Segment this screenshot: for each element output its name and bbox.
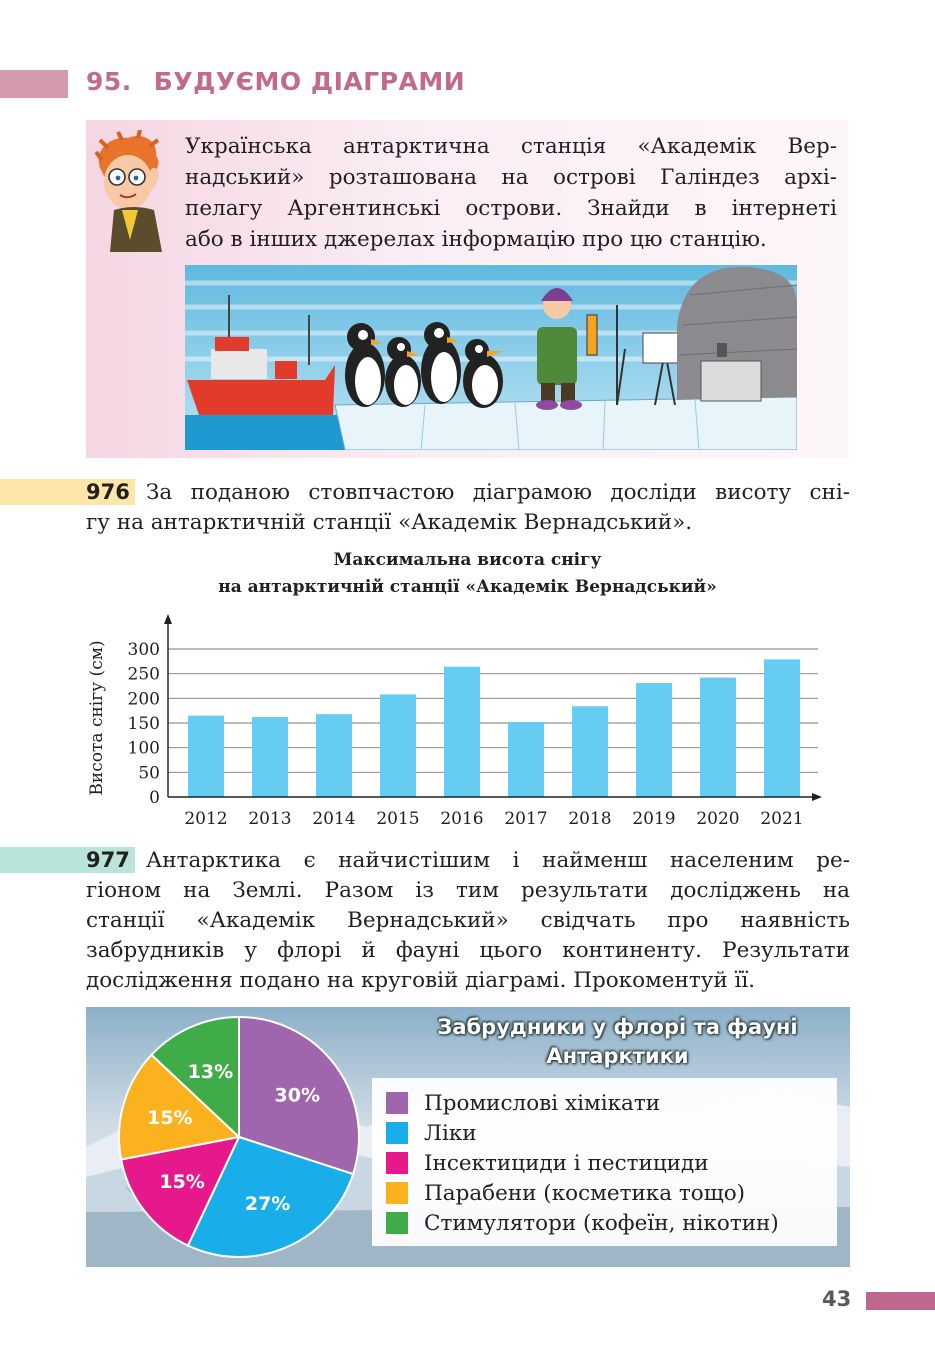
legend-swatch — [386, 1122, 408, 1144]
intro-line: Українська антарктична станція «Академік Вер- — [185, 134, 837, 159]
task-977-line: забрудників у флорі й фауні цього континенту. Результати — [86, 938, 850, 963]
y-tick-label: 50 — [138, 763, 160, 784]
bar-2019 — [636, 683, 672, 797]
footer-marker — [866, 1292, 935, 1310]
task-976-number: 976 — [86, 480, 130, 504]
legend-item — [386, 1118, 477, 1148]
bar-2012 — [188, 716, 224, 797]
x-tick-label: 2015 — [376, 809, 420, 829]
task-976-line — [86, 478, 850, 508]
y-tick-label: 300 — [127, 640, 160, 660]
y-tick-label: 200 — [127, 689, 160, 710]
pie-value-label: 13% — [187, 1060, 234, 1083]
legend-label: Промислові хімікати — [424, 1090, 661, 1116]
task-977-number: 977 — [86, 848, 130, 872]
task-977-line: дослідження подано на круговій діаграмі. Прокоментуй її. — [86, 968, 756, 993]
y-axis-label: Висота снігу (см) — [87, 640, 107, 796]
task-976-text — [86, 478, 850, 538]
bar-2016 — [444, 667, 480, 797]
bar-2020 — [700, 678, 736, 797]
pollutants-pie-chart — [115, 1013, 363, 1261]
bar-chart-title — [100, 547, 835, 601]
pie-value-label: 30% — [274, 1084, 320, 1107]
legend-label: Парабени (косметика тощо) — [424, 1180, 746, 1206]
legend-item — [386, 1178, 745, 1208]
intro-line: пелагу Аргентинські острови. Знайди в інтернеті — [185, 196, 837, 221]
bar-2014 — [316, 714, 352, 797]
x-tick-label: 2014 — [312, 809, 356, 829]
x-tick-label: 2020 — [696, 809, 740, 829]
bar-2015 — [380, 694, 416, 797]
section-number: 95. — [86, 67, 132, 96]
y-tick-label: 0 — [149, 788, 160, 808]
pie-chart-legend — [372, 1078, 837, 1246]
legend-label: Ліки — [424, 1120, 477, 1146]
task-976-line: гу на антарктичній станції «Академік Вернадський». — [86, 510, 693, 535]
bar-chart-title-line: Максимальна висота снігу — [333, 550, 602, 570]
pie-chart-title-line: Антарктики — [546, 1044, 689, 1068]
y-tick-label: 100 — [127, 738, 160, 759]
x-tick-label: 2012 — [184, 809, 228, 829]
bar-2013 — [252, 717, 288, 797]
page-number: 43 — [822, 1287, 852, 1311]
bar-2018 — [572, 706, 608, 797]
legend-item — [386, 1208, 779, 1238]
intro-line: надський» розташована на острові Галіндез архі- — [185, 165, 837, 190]
snow-height-bar-chart — [80, 608, 840, 838]
section-marker — [0, 70, 68, 98]
task-977-line — [86, 846, 850, 876]
task-977-text — [86, 846, 850, 996]
legend-item — [386, 1088, 660, 1118]
y-tick-label: 250 — [127, 664, 160, 685]
legend-label: Стимулятори (кофеїн, нікотин) — [424, 1210, 779, 1236]
intro-paragraph — [185, 131, 837, 255]
x-tick-label: 2013 — [248, 809, 292, 829]
section-heading: БУДУЄМО ДІАГРАМИ — [153, 67, 466, 96]
section-title — [86, 67, 465, 96]
task-976-line-text: За поданою стовпчастою діаграмою досліди висоту сні- — [146, 480, 850, 505]
intro-line: або в інших джерелах інформацію про цю станцію. — [185, 227, 767, 252]
legend-label: Інсектициди і пестициди — [424, 1150, 709, 1176]
x-axis-arrow — [812, 793, 822, 801]
x-tick-label: 2017 — [504, 809, 548, 829]
legend-swatch — [386, 1182, 408, 1204]
legend-swatch — [386, 1152, 408, 1174]
x-tick-label: 2016 — [440, 809, 484, 829]
bar-2017 — [508, 722, 544, 797]
legend-swatch — [386, 1092, 408, 1114]
task-977-line: станції «Академік Вернадський» свідчать про наявність — [86, 908, 850, 933]
pie-chart-title — [420, 1013, 815, 1071]
bar-chart-title-line: на антарктичній станції «Академік Вернадський» — [218, 577, 717, 597]
pie-value-label: 15% — [159, 1171, 205, 1194]
pie-chart-title-line: Забрудники у флорі та фауні — [437, 1015, 798, 1039]
y-axis-arrow — [164, 614, 172, 624]
x-tick-label: 2019 — [632, 809, 676, 829]
bar-2021 — [764, 659, 800, 797]
legend-swatch — [386, 1212, 408, 1234]
cartoon-boy-illustration — [92, 130, 184, 252]
pie-value-label: 27% — [244, 1193, 291, 1216]
task-977-line: гіоном на Землі. Разом із тим результати досліджень на — [86, 878, 850, 903]
y-tick-label: 150 — [127, 714, 160, 734]
antarctic-station-illustration — [185, 265, 797, 450]
x-tick-label: 2021 — [760, 809, 804, 829]
legend-item — [386, 1148, 709, 1178]
task-977-line-text: Антарктика є найчистішим і найменш населеним ре- — [146, 848, 850, 873]
x-tick-label: 2018 — [568, 809, 612, 829]
pie-value-label: 15% — [147, 1106, 193, 1129]
